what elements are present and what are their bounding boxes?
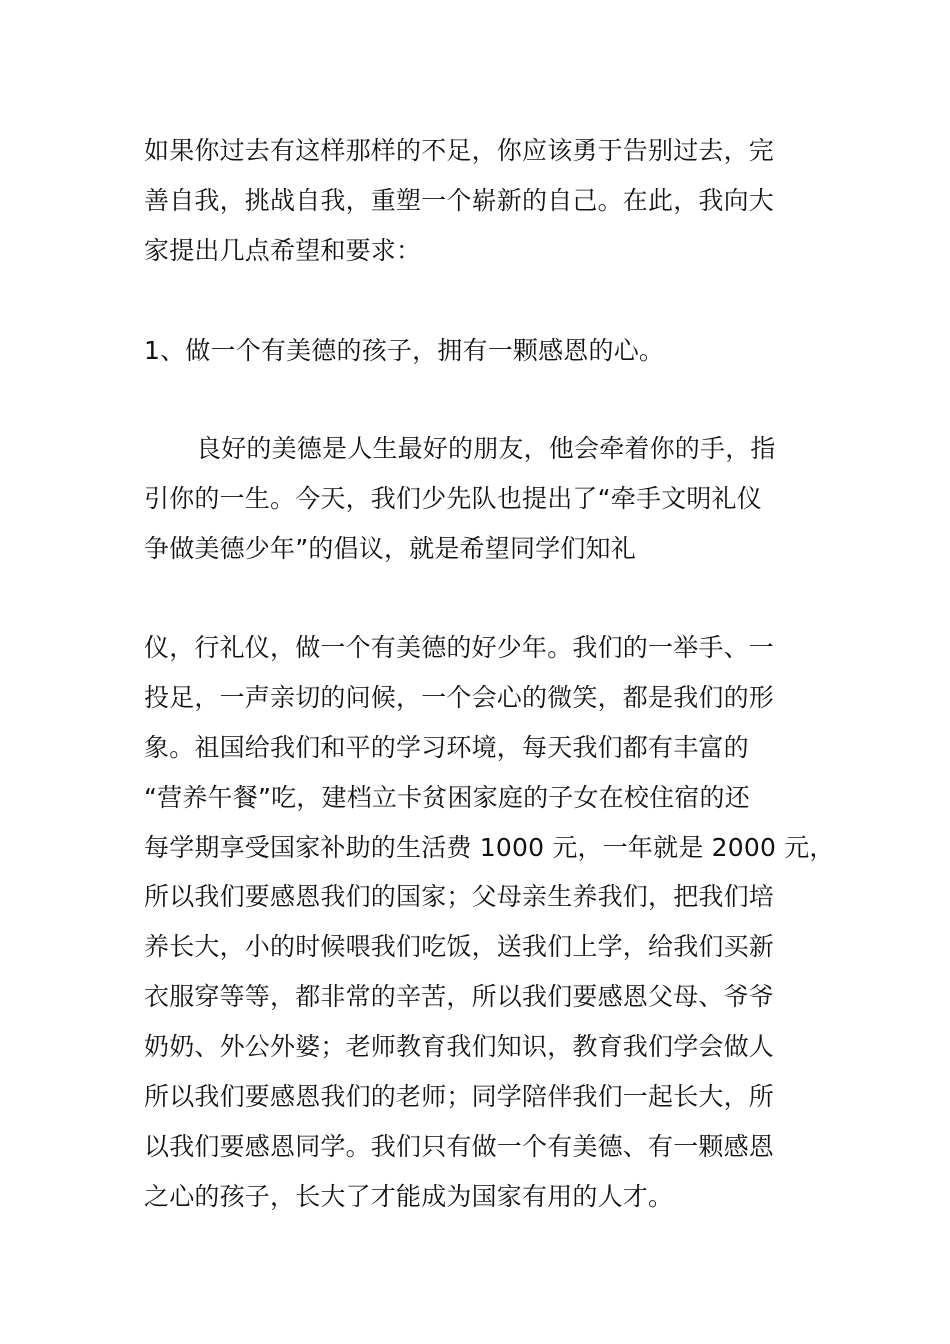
gratitude-line-5: 每学期享受国家补助的生活费 1000 元，一年就是 2000 元， [144,833,835,862]
gratitude-line-4: “营养午餐”吃，建档立卡贫困家庭的子女在校住宿的还 [144,783,750,812]
gratitude-line-8: 衣服穿等等，都非常的辛苦，所以我们要感恩父母、爷爷 [144,982,775,1011]
virtue-line-2: 引你的一生。今天，我们少先队也提出了“牵手文明礼仪 [144,484,762,513]
virtue-line-1: 良好的美德是人生最好的朋友，他会牵着你的手，指 [196,434,776,463]
gratitude-line-11: 以我们要感恩同学。我们只有做一个有美德、有一颗感恩 [144,1132,775,1161]
gratitude-line-10: 所以我们要感恩我们的老师；同学陪伴我们一起长大，所 [144,1082,775,1111]
virtue-line-3: 争做美德少年”的倡议，就是希望同学们知礼 [144,534,636,563]
gratitude-line-6: 所以我们要感恩我们的国家；父母亲生养我们，把我们培 [144,882,775,911]
intro-line-2: 善自我，挑战自我，重塑一个崭新的自己。在此，我向大 [144,186,775,215]
intro-line-1: 如果你过去有这样那样的不足，你应该勇于告别过去，完 [144,136,775,165]
gratitude-line-3: 象。祖国给我们和平的学习环境，每天我们都有丰富的 [144,733,749,762]
intro-line-3: 家提出几点希望和要求： [144,236,422,265]
gratitude-line-9: 奶奶、外公外婆；老师教育我们知识，教育我们学会做人 [144,1032,775,1061]
gratitude-line-12: 之心的孩子，长大了才能成为国家有用的人才。 [144,1182,674,1211]
gratitude-line-2: 投足，一声亲切的问候，一个会心的微笑，都是我们的形 [144,683,775,712]
gratitude-line-1: 仪，行礼仪，做一个有美德的好少年。我们的一举手、一 [144,633,775,662]
section-heading-1: 1、做一个有美德的孩子，拥有一颗感恩的心。 [144,336,665,365]
gratitude-line-7: 养长大，小的时候喂我们吃饭，送我们上学，给我们买新 [144,932,775,961]
